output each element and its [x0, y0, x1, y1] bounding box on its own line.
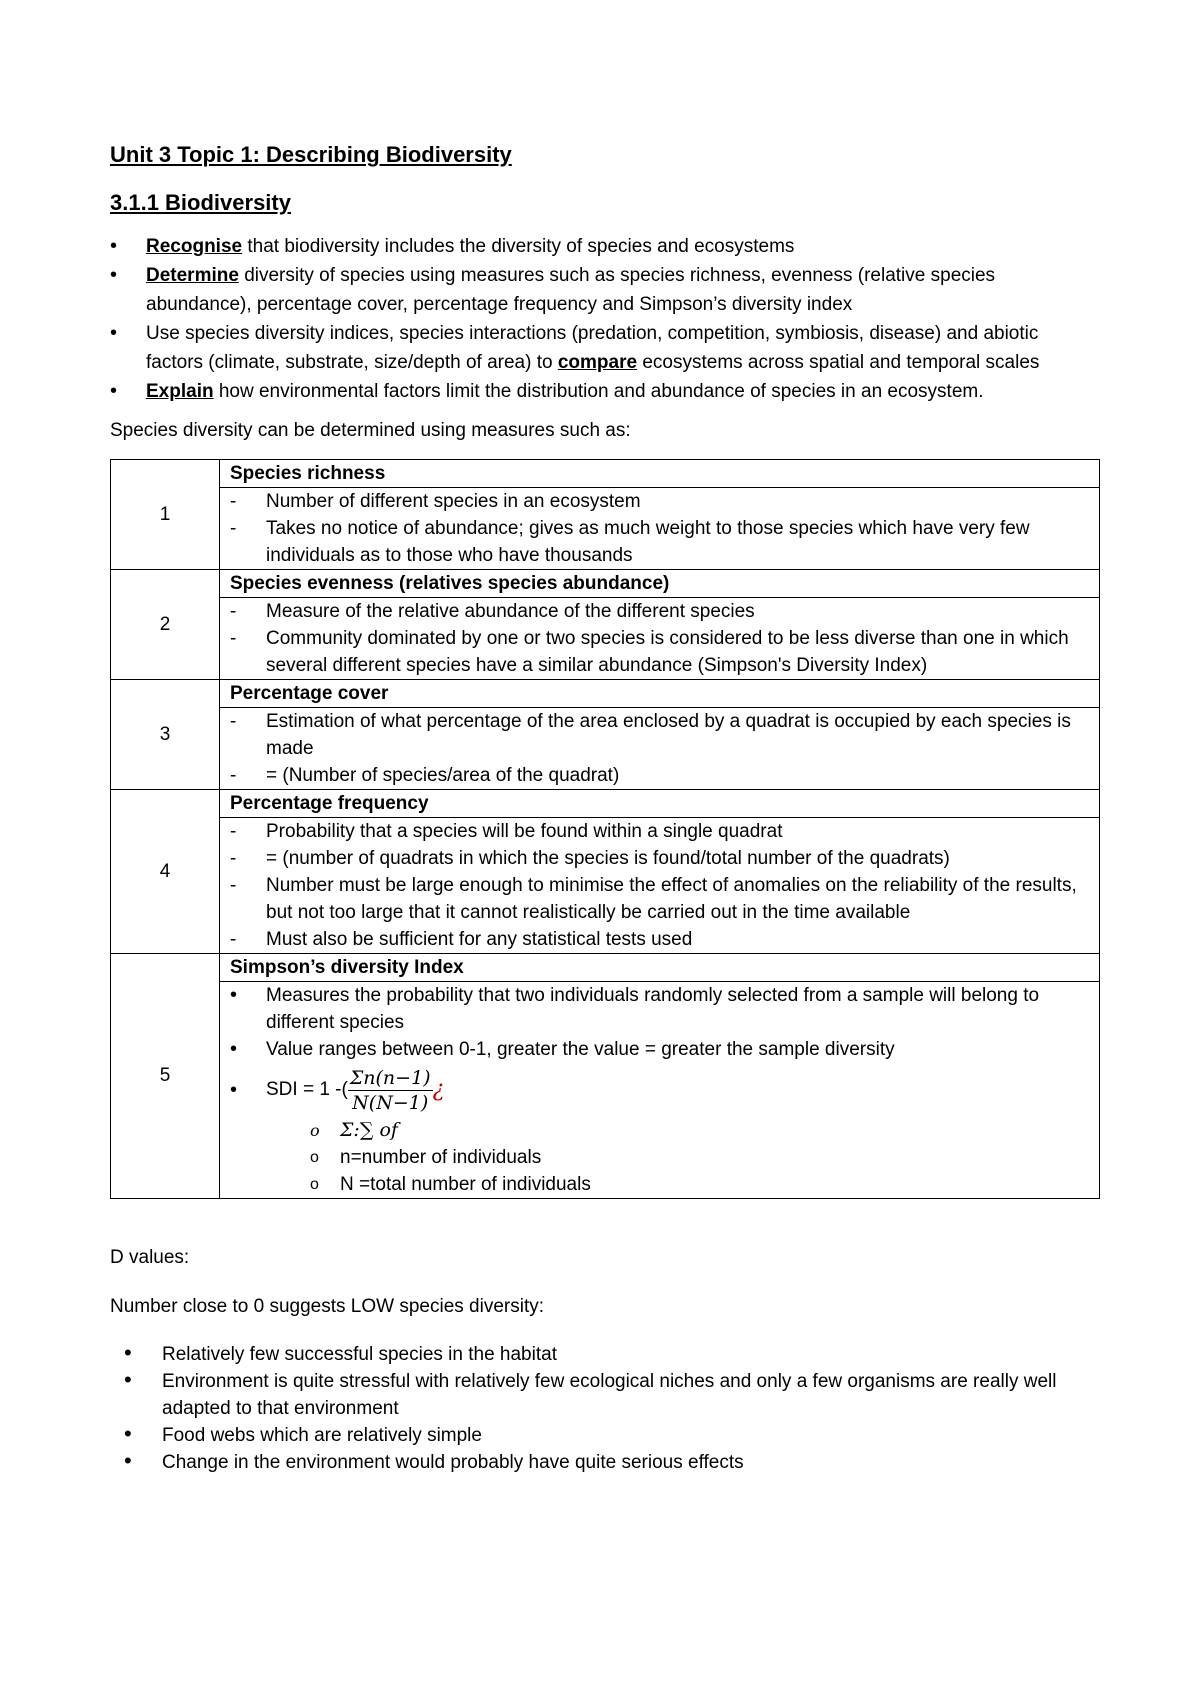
- table-row: [111, 954, 1100, 1199]
- objective-item: [146, 261, 1100, 319]
- sdi-formula: [230, 1063, 1089, 1117]
- table-row: [111, 460, 1100, 570]
- list-item: • Change in the environment would probably have quite serious effects: [162, 1449, 1100, 1476]
- measure-cell: [220, 954, 1100, 1199]
- measure-line: - Number must be large enough to minimise the effect of anomalies on the reliability of the results, but not too large that it cannot realistically be carried out in the time available: [230, 872, 1089, 926]
- measure-line: - Probability that a species will be found within a single quadrat: [230, 818, 1089, 845]
- measure-heading: Percentage cover: [220, 680, 1099, 708]
- row-number: 4: [111, 790, 220, 954]
- measure-heading: Simpson’s diversity Index: [220, 954, 1099, 982]
- measure-line: - Number of different species in an ecosystem: [230, 488, 1089, 515]
- document-title: Unit 3 Topic 1: Describing Biodiversity: [110, 142, 512, 167]
- list-item: • Environment is quite stressful with relatively few ecological niches and only a few organisms are really well adapted to that environment: [162, 1368, 1100, 1422]
- row-number: 3: [111, 680, 220, 790]
- low-diversity-list: [110, 1341, 1100, 1476]
- sdi-numerator: Σn(n−1): [349, 1066, 431, 1089]
- intro-text: Species diversity can be determined using measures such as:: [110, 420, 631, 441]
- table-row: [111, 680, 1100, 790]
- measure-cell: [220, 460, 1100, 570]
- table-row: [111, 570, 1100, 680]
- objective-item: [146, 232, 1100, 261]
- row-number: 5: [111, 954, 220, 1199]
- sub-item: o Σ:∑ of: [230, 1117, 1089, 1144]
- measure-line: - Estimation of what percentage of the area enclosed by a quadrat is occupied by each species is made: [230, 708, 1089, 762]
- objective-text: diversity of species using measures such as species richness, evenness (relative species abundance), percentage cover, percentage frequency and Simpson’s diversity index: [146, 265, 996, 315]
- measure-line: - = (Number of species/area of the quadrat): [230, 762, 1089, 789]
- d-values-section: [110, 1243, 1100, 1476]
- sdi-prefix: SDI = 1 -(: [266, 1079, 348, 1101]
- list-item: • Relatively few successful species in the habitat: [162, 1341, 1100, 1368]
- sdi-fraction: [348, 1066, 433, 1115]
- list-item: • Food webs which are relatively simple: [162, 1422, 1100, 1449]
- measure-line: - Must also be sufficient for any statistical tests used: [230, 926, 1089, 953]
- measure-line: - Takes no notice of abundance; gives as much weight to those species which have very few individuals as to those who have thousands: [230, 515, 1089, 569]
- objective-keyword: compare: [557, 352, 638, 373]
- table-row: [111, 790, 1100, 954]
- objectives-list: [110, 232, 1100, 406]
- objective-text: how environmental factors limit the distribution and abundance of species in an ecosystem.: [213, 381, 984, 402]
- sub-item: o n=number of individuals: [230, 1144, 1089, 1171]
- objective-keyword: Determine: [146, 265, 239, 286]
- row-number: 2: [111, 570, 220, 680]
- section-heading: 3.1.1 Biodiversity: [110, 190, 291, 215]
- row-number: 1: [111, 460, 220, 570]
- measure-heading: Percentage frequency: [220, 790, 1099, 818]
- sdi-trail-glyph: ¿: [432, 1077, 445, 1102]
- objective-item: [146, 319, 1100, 377]
- objective-text: ecosystems across spatial and temporal scales: [637, 352, 1040, 373]
- measure-line: • Measures the probability that two individuals randomly selected from a sample will belong to different species: [230, 982, 1089, 1036]
- objective-keyword: Recognise: [146, 236, 243, 257]
- measure-heading: Species richness: [220, 460, 1099, 488]
- sub-item: o N =total number of individuals: [230, 1171, 1089, 1198]
- document-page: [110, 140, 1100, 1476]
- measures-table: [110, 459, 1100, 1199]
- measure-cell: [220, 790, 1100, 954]
- sdi-denominator: N(N−1): [352, 1091, 429, 1114]
- measure-heading: Species evenness (relatives species abundance): [220, 570, 1099, 598]
- measure-cell: [220, 680, 1100, 790]
- measure-line: - = (number of quadrats in which the species is found/total number of the quadrats): [230, 845, 1089, 872]
- measure-cell: [220, 570, 1100, 680]
- d-values-label: D values:: [110, 1247, 190, 1269]
- measure-line: - Measure of the relative abundance of the different species: [230, 598, 1089, 625]
- objective-text: that biodiversity includes the diversity of species and ecosystems: [242, 236, 795, 257]
- objective-item: [146, 377, 1100, 406]
- measure-line: • Value ranges between 0-1, greater the value = greater the sample diversity: [230, 1036, 1089, 1063]
- low-diversity-intro: Number close to 0 suggests LOW species diversity:: [110, 1296, 545, 1318]
- objective-keyword: Explain: [146, 381, 214, 402]
- measure-line: - Community dominated by one or two species is considered to be less diverse than one in which several different species have a similar abundance (Simpson's Diversity Index): [230, 625, 1089, 679]
- objective-text: Use species diversity indices, species interactions (predation, competition, symbiosis, disease) and abiotic factors (climate, substrate, size/depth of area) to: [146, 323, 1039, 373]
